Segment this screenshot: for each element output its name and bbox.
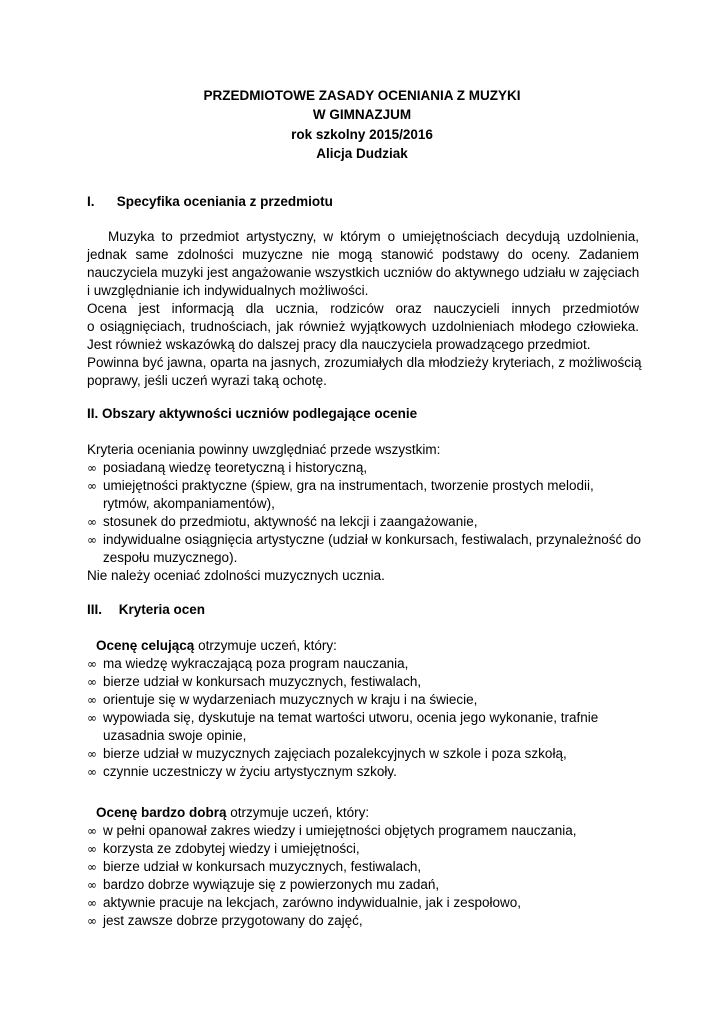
list-item-text: stosunek do przedmiotu, aktywność na lekcji i zaangażowanie, xyxy=(103,514,478,529)
section-number: I. xyxy=(87,194,95,209)
infinity-bullet-icon: ∞ xyxy=(87,533,97,547)
list-item-text: bierze udział w muzycznych zajęciach pozalekcyjnych w szkole i poza szkołą, xyxy=(103,746,567,761)
paragraph-line: i uwzględnianie ich indywidualnych możliwości. xyxy=(87,283,369,298)
grade-name: Ocenę celującą xyxy=(96,638,195,653)
list-item-continuation: zespołu muzycznego). xyxy=(103,550,238,565)
section-heading xyxy=(87,405,647,423)
list-item-text: aktywnie pracuje na lekcjach, zarówno indywidualnie, jak i zespołowo, xyxy=(103,895,521,910)
grade-lead xyxy=(87,637,639,655)
document-title xyxy=(0,86,724,163)
list-item-text: posiadaną wiedzę teoretyczną i historyczną, xyxy=(103,460,368,475)
list-item xyxy=(87,876,639,894)
list-item xyxy=(87,459,639,477)
infinity-bullet-icon: ∞ xyxy=(87,675,97,689)
grade-lead xyxy=(87,804,639,822)
section-heading xyxy=(87,601,647,619)
infinity-bullet-icon: ∞ xyxy=(87,657,97,671)
list-item-text: korzysta ze zdobytej wiedzy i umiejętności, xyxy=(103,841,360,856)
list-item xyxy=(87,858,639,876)
paragraph-line: Muzyka to przedmiot artystyczny, w którym o umiejętnościach decydują uzdolnienia, xyxy=(87,229,639,244)
list-item-text: jest zawsze dobrze przygotowany do zajęć, xyxy=(103,913,363,928)
list-item xyxy=(87,912,639,930)
grade-block-celujaca xyxy=(87,637,639,781)
paragraph-line: jednak same zdolności muzyczne nie mogą stanowić podstawy do oceny. Zadaniem xyxy=(87,247,639,262)
list-item-text: bardzo dobrze wywiązuje się z powierzonych mu zadań, xyxy=(103,877,440,892)
infinity-bullet-icon: ∞ xyxy=(87,747,97,761)
list-item xyxy=(87,709,639,727)
paragraph-line: Ocena jest informacją dla ucznia, rodziców oraz nauczycieli innych przedmiotów xyxy=(87,301,639,316)
infinity-bullet-icon: ∞ xyxy=(87,878,97,892)
list-item xyxy=(87,745,639,763)
list-item-text: indywidualne osiągnięcia artystyczne (udział w konkursach, festiwalach, przynależność do xyxy=(103,532,642,547)
list-item-text: czynnie uczestniczy w życiu artystycznym szkoły. xyxy=(103,764,397,779)
paragraph-line: o osiągnięciach, trudnościach, jak również wyjątkowych uzdolnieniach młodego człowieka. xyxy=(87,319,639,334)
list-item xyxy=(87,894,639,912)
section-heading xyxy=(87,193,647,211)
grade-lead-text: otrzymuje uczeń, który: xyxy=(226,805,370,820)
title-author: Alicja Dudziak xyxy=(316,145,408,161)
infinity-bullet-icon: ∞ xyxy=(87,461,97,475)
infinity-bullet-icon: ∞ xyxy=(87,693,97,707)
section-body xyxy=(87,441,642,585)
list-item xyxy=(87,763,639,781)
infinity-bullet-icon: ∞ xyxy=(87,914,97,928)
paragraph-line: Jest również wskazówką do dalszej pracy dla nauczyciela prowadzącego przedmiot. xyxy=(87,337,591,352)
section-body xyxy=(87,228,642,390)
list-item-text: bierze udział w konkursach muzycznych, festiwalach, xyxy=(103,859,422,874)
infinity-bullet-icon: ∞ xyxy=(87,896,97,910)
section-number: III. xyxy=(87,602,103,617)
list-item xyxy=(87,531,642,549)
title-line: PRZEDMIOTOWE ZASADY OCENIANIA Z MUZYKI xyxy=(203,88,521,103)
paragraph-line: poprawy, jeśli uczeń wyrazi taką ochotę. xyxy=(87,373,327,388)
section-title: II. Obszary aktywności uczniów podlegające ocenie xyxy=(87,406,418,421)
paragraph-line: Powinna być jawna, oparta na jasnych, zrozumiałych dla młodzieży kryteriach, z możliwością xyxy=(87,355,642,370)
infinity-bullet-icon: ∞ xyxy=(87,711,97,725)
grade-lead-text: otrzymuje uczeń, który: xyxy=(194,638,337,653)
infinity-bullet-icon: ∞ xyxy=(87,824,97,838)
list-item xyxy=(87,673,639,691)
infinity-bullet-icon: ∞ xyxy=(87,765,97,779)
list-item-text: w pełni opanował zakres wiedzy i umiejętności objętych programem nauczania, xyxy=(103,823,577,838)
section-title: Kryteria ocen xyxy=(118,602,206,617)
infinity-bullet-icon: ∞ xyxy=(87,479,97,493)
paragraph-line: nauczyciela muzyki jest angażowanie wszystkich uczniów do aktywnego udziału w zajęciach xyxy=(87,265,640,280)
infinity-bullet-icon: ∞ xyxy=(87,515,97,529)
paragraph-line: Kryteria oceniania powinny uwzględniać przede wszystkim: xyxy=(87,442,441,457)
title-line: W GIMNAZJUM xyxy=(312,107,412,123)
list-item-text: bierze udział w konkursach muzycznych, festiwalach, xyxy=(103,674,422,689)
list-item-continuation: uzasadnia swoje opinie, xyxy=(103,728,247,743)
grade-block-bardzo-dobra xyxy=(87,804,639,930)
list-item xyxy=(87,840,639,858)
list-item xyxy=(87,477,639,495)
list-item xyxy=(87,513,639,531)
paragraph-line: Nie należy oceniać zdolności muzycznych ucznia. xyxy=(87,568,385,583)
list-item xyxy=(87,655,639,673)
list-item xyxy=(87,691,639,709)
infinity-bullet-icon: ∞ xyxy=(87,842,97,856)
list-item-text: orientuje się w wydarzeniach muzycznych w kraju i na świecie, xyxy=(103,692,478,707)
list-item-text: wypowiada się, dyskutuje na temat wartości utworu, ocenia jego wykonanie, trafnie xyxy=(103,710,599,725)
infinity-bullet-icon: ∞ xyxy=(87,860,97,874)
section-title: Specyfika oceniania z przedmiotu xyxy=(116,194,333,209)
list-item-text: ma wiedzę wykraczającą poza program nauczania, xyxy=(103,656,409,671)
list-item xyxy=(87,822,639,840)
grade-name: Ocenę bardzo dobrą xyxy=(96,805,227,820)
title-line: rok szkolny 2015/2016 xyxy=(291,126,433,142)
list-item-continuation: rytmów, akompaniamentów), xyxy=(103,496,275,511)
list-item-text: umiejętności praktyczne (śpiew, gra na instrumentach, tworzenie prostych melodii, xyxy=(103,478,594,493)
